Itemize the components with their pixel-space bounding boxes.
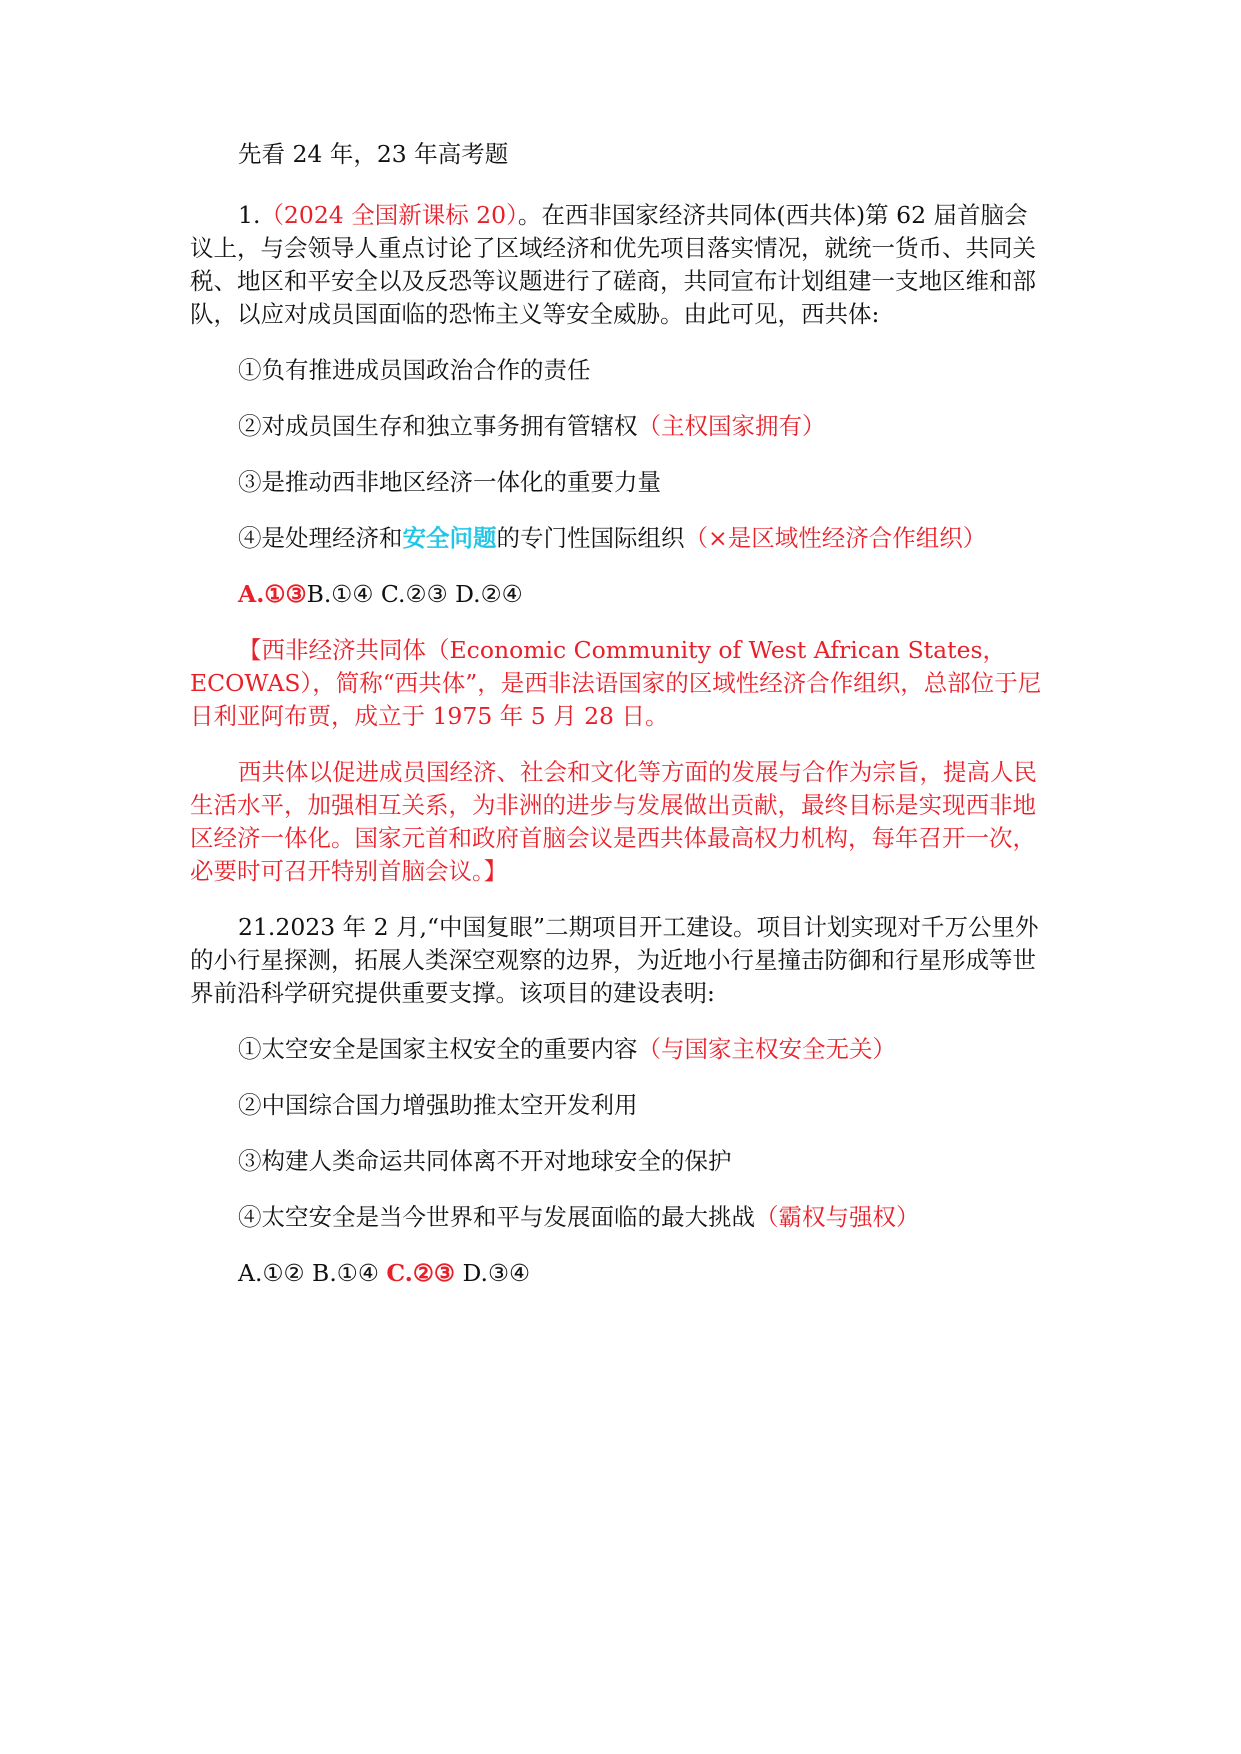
question-21-answers: A.①② B.①④ C.②③ D.③④ (238, 1259, 531, 1287)
explanation-paragraph-1: 【西非经济共同体（Economic Community of West African States，ECOWAS），简称“西共体”，是西非法语国家的区域性经济合作组织，总部位于尼日利亚阿布贾，成立于 1975 年 5 月 28 日。 (190, 636, 1042, 730)
document-body (190, 138, 1050, 1290)
question-1-option-2: ②对成员国生存和独立事务拥有管辖权（主权国家拥有） (238, 412, 826, 440)
question-21-stem: 21.2023 年 2 月,“中国复眼”二期项目开工建设。项目计划实现对千万公里外的小行星探测，拓展人类深空观察的边界，为近地小行星撞击防御和行星形成等世界前沿科学研究提供重要支撑。该项目的建设表明: (190, 913, 1039, 1007)
intro-line: 先看 24 年，23 年高考题 (238, 140, 509, 168)
explanation-paragraph-2: 西共体以促进成员国经济、社会和文化等方面的发展与合作为宗旨，提高人民生活水平，加强相互关系，为非洲的进步与发展做出贡献，最终目标是实现西非地区经济一体化。国家元首和政府首脑会议是西共体最高权力机构，每年召开一次，必要时可召开特别首脑会议。】 (190, 758, 1037, 885)
other-answers: B.①④ C.②③ D.②④ (306, 580, 523, 608)
question-1-answers (190, 578, 1050, 611)
question-1-stem-text: 。在西非国家经济共同体(西共体)第 62 届首脑会议上，与会领导人重点讨论了区域经济和优先项目落实情况，就统一货币、共同关税、地区和平安全以及反恐等议题进行了磋商，共同宣布计划组建一支地区维和部队，以应对成员国面临的恐怖主义等安全威胁。由此可见，西共体: (190, 201, 1036, 328)
correct-answer: C.②③ (386, 1259, 455, 1287)
question-21-option-4: ④太空安全是当今世界和平与发展面临的最大挑战（霸权与强权） (238, 1203, 920, 1231)
option-note: （主权国家拥有） (637, 412, 826, 440)
option-note: （与国家主权安全无关） (637, 1035, 896, 1063)
correct-answer: A.①③ (238, 580, 307, 608)
option-note: （×是区域性经济合作组织） (684, 524, 987, 552)
highlight-text: 安全问题 (402, 524, 497, 552)
question-21-option-3: ③构建人类命运共同体离不开对地球安全的保护 (238, 1147, 732, 1175)
option-note: （霸权与强权） (755, 1203, 920, 1231)
question-21-option-1: ①太空安全是国家主权安全的重要内容（与国家主权安全无关） (238, 1035, 896, 1063)
question-1-source: （2024 全国新课标 20） (260, 201, 518, 229)
question-1-option-3: ③是推动西非地区经济一体化的重要力量 (238, 468, 661, 496)
question-1-option-4: ④是处理经济和安全问题的专门性国际组织（×是区域性经济合作组织） (238, 524, 987, 552)
question-1-option-1: ①负有推进成员国政治合作的责任 (238, 356, 591, 384)
question-21-option-2: ②中国综合国力增强助推太空开发利用 (238, 1091, 638, 1119)
question-1-number: 1. (238, 201, 261, 229)
question-1-stem (190, 199, 1050, 331)
